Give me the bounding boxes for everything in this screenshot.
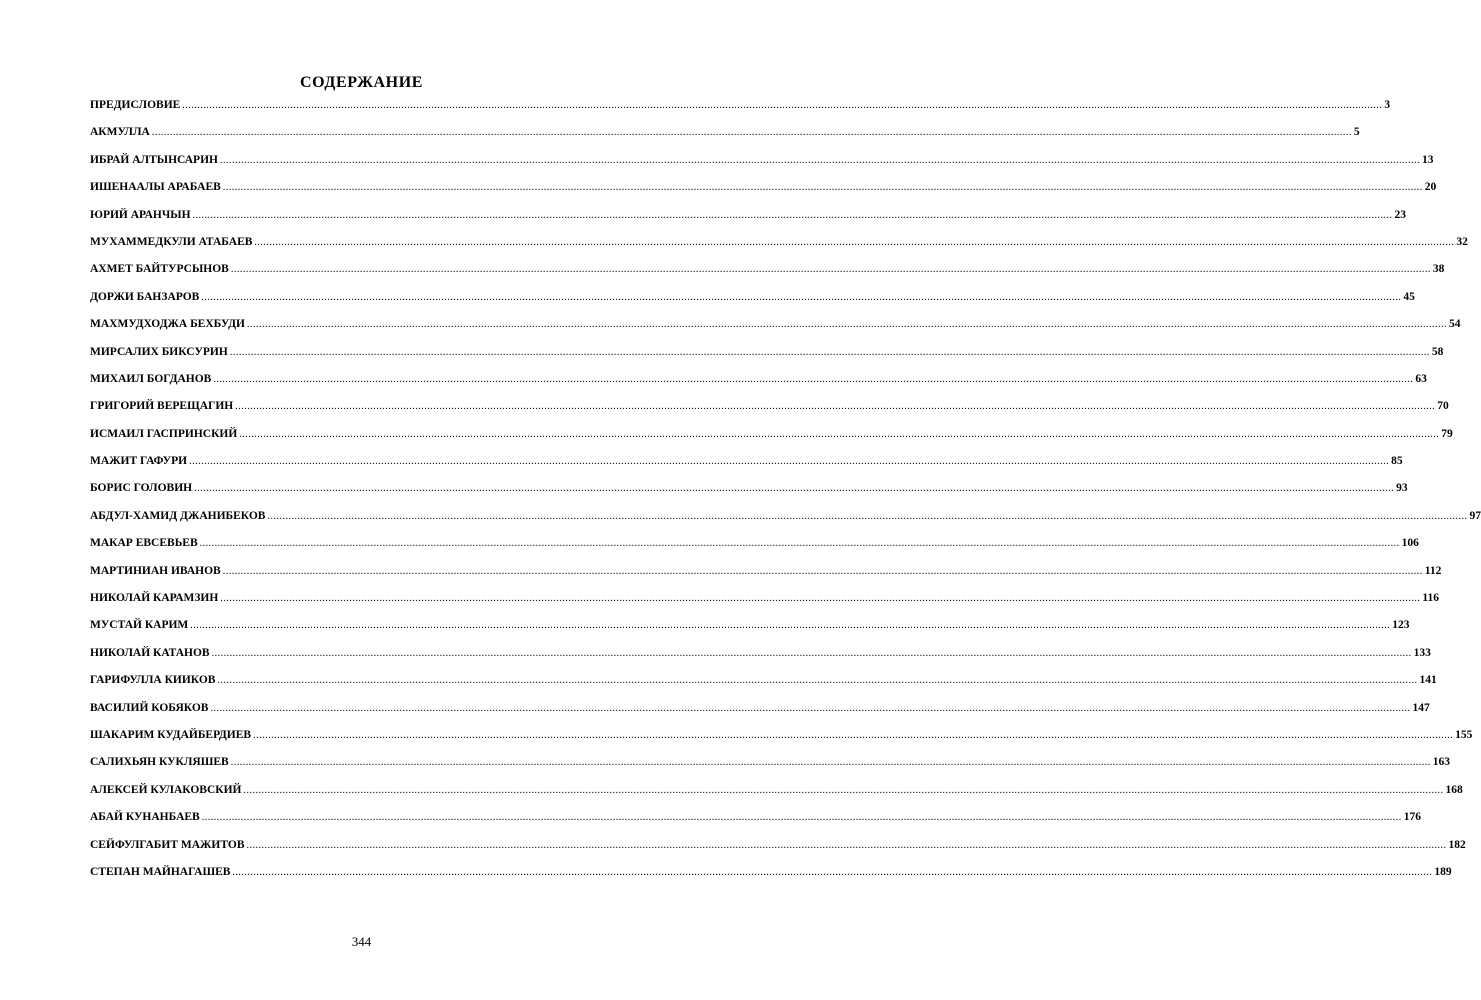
toc-entry-page: 155 — [1455, 728, 1473, 741]
toc-entry-page: 20 — [1424, 181, 1437, 194]
dot-leader: ................................................................................................................................................................................................................................................................................................................................................................................................................ — [192, 209, 1393, 221]
toc-entry-page: 45 — [1403, 290, 1415, 303]
dot-leader: ................................................................................................................................................................................................................................................................................................................................................................................................................ — [254, 236, 1455, 248]
dot-leader: ................................................................................................................................................................................................................................................................................................................................................................................................................ — [222, 565, 1423, 577]
toc-heading: СОДЕРЖАНИЕ — [299, 74, 424, 91]
toc-entry — [90, 616, 1410, 643]
dot-leader: ................................................................................................................................................................................................................................................................................................................................................................................................................ — [267, 510, 1468, 522]
dot-leader: ................................................................................................................................................................................................................................................................................................................................................................................................................ — [190, 620, 1391, 632]
toc-entry — [90, 781, 1463, 808]
dot-leader: ................................................................................................................................................................................................................................................................................................................................................................................................................ — [235, 401, 1436, 413]
toc-entry-label: АЛЕКСЕЙ КУЛАКОВСКИЙ — [90, 783, 242, 796]
toc-entry — [90, 206, 1407, 233]
dot-leader: ................................................................................................................................................................................................................................................................................................................................................................................................................ — [211, 647, 1412, 659]
toc-entry-page: 38 — [1432, 263, 1445, 276]
toc-entry-page: 32 — [1456, 235, 1468, 248]
dot-leader: ................................................................................................................................................................................................................................................................................................................................................................................................................ — [189, 456, 1390, 468]
dot-leader: ................................................................................................................................................................................................................................................................................................................................................................................................................ — [182, 100, 1383, 111]
toc-entry-label: ПРЕДИСЛОВИЕ — [90, 99, 181, 111]
toc-entry — [90, 260, 1445, 287]
toc-entry-label: МУХАММЕДКУЛИ АТАБАЕВ — [90, 235, 253, 248]
dot-leader: ................................................................................................................................................................................................................................................................................................................................................................................................................ — [230, 264, 1431, 276]
dot-leader: ................................................................................................................................................................................................................................................................................................................................................................................................................ — [210, 702, 1411, 714]
toc-entry-page: 176 — [1403, 811, 1421, 824]
toc-entry-label: ШАКАРИМ КУДАЙБЕРДИЕВ — [90, 728, 252, 741]
toc-entry-label: НИКОЛАЙ КАРАМЗИН — [90, 592, 219, 605]
toc-entry — [90, 836, 1466, 863]
dot-leader: ................................................................................................................................................................................................................................................................................................................................................................................................................ — [213, 373, 1414, 385]
toc-entry — [90, 425, 1453, 452]
toc-entry-label: НИКОЛАЙ КАТАНОВ — [90, 646, 210, 659]
toc-entry — [90, 863, 1452, 890]
dot-leader: ................................................................................................................................................................................................................................................................................................................................................................................................................ — [151, 127, 1352, 139]
toc-entry-label: АБДУЛ-ХАМИД ДЖАНИБЕКОВ — [90, 509, 266, 522]
toc-entry-label: СТЕПАН МАЙНАГАШЕВ — [90, 865, 231, 878]
toc-entry-label: МИРСАЛИХ БИКСУРИН — [90, 345, 228, 358]
toc-entry-page: 3 — [1384, 99, 1391, 111]
toc-entry-label: ВАСИЛИЙ КОБЯКОВ — [90, 701, 209, 714]
toc-entry — [90, 753, 1450, 780]
toc-entry-page: 123 — [1392, 619, 1410, 632]
toc-entry-label: МАХМУДХОДЖА БЕХБУДИ — [90, 318, 245, 331]
toc-entry — [90, 808, 1421, 835]
toc-entry-label: МАРТИНИАН ИВАНОВ — [90, 564, 221, 577]
toc-entry-page: 93 — [1396, 482, 1408, 495]
dot-leader: ................................................................................................................................................................................................................................................................................................................................................................................................................ — [253, 729, 1454, 741]
toc-entry-page: 13 — [1421, 153, 1434, 166]
toc-entry — [90, 644, 1431, 671]
toc-entry — [90, 315, 1461, 342]
dot-leader: ................................................................................................................................................................................................................................................................................................................................................................................................................ — [199, 538, 1400, 550]
toc-entry — [90, 507, 1481, 534]
dot-leader: ................................................................................................................................................................................................................................................................................................................................................................................................................ — [194, 483, 1395, 495]
dot-leader: ................................................................................................................................................................................................................................................................................................................................................................................................................ — [201, 812, 1402, 824]
toc-entry-page: 97 — [1469, 509, 1481, 522]
toc-entry-label: ИБРАЙ АЛТЫНСАРИН — [90, 153, 218, 166]
toc-entry-page: 168 — [1445, 783, 1463, 796]
toc-entry — [90, 562, 1442, 589]
toc-entry-label: ИШЕНААЛЫ АРАБАЕВ — [90, 181, 221, 194]
toc-entry-label: МАЖИТ ГАФУРИ — [90, 455, 188, 468]
toc-entry-page: 58 — [1431, 345, 1444, 358]
toc-entry — [90, 726, 1473, 753]
toc-entry-label: МАКАР ЕВСЕВЬЕВ — [90, 537, 198, 550]
toc-entry-page: 133 — [1413, 646, 1431, 659]
toc-entry-page: 147 — [1412, 701, 1430, 714]
toc-entry — [90, 452, 1403, 479]
toc-entry — [90, 370, 1427, 397]
dot-leader: ................................................................................................................................................................................................................................................................................................................................................................................................................ — [230, 757, 1431, 769]
page-number: 344 — [351, 934, 372, 949]
toc-entry-label: ДОРЖИ БАНЗАРОВ — [90, 290, 200, 303]
toc-entry — [90, 343, 1444, 370]
toc-entry-label: АКМУЛЛА — [90, 126, 150, 139]
toc-entry — [90, 534, 1419, 561]
toc-entry-label: ГАРИФУЛЛА КИИКОВ — [90, 674, 216, 687]
dot-leader: ................................................................................................................................................................................................................................................................................................................................................................................................................ — [232, 866, 1433, 878]
toc-entry — [90, 671, 1437, 698]
toc-entry-label: БОРИС ГОЛОВИН — [90, 482, 193, 495]
toc-entry-label: МУСТАЙ КАРИМ — [90, 619, 189, 632]
toc-entry-page: 5 — [1353, 126, 1360, 139]
toc-entry-page: 141 — [1419, 674, 1437, 687]
toc-entry-page: 163 — [1432, 756, 1450, 769]
toc-entry — [90, 288, 1415, 315]
dot-leader: ................................................................................................................................................................................................................................................................................................................................................................................................................ — [229, 346, 1430, 358]
toc-entry — [90, 96, 1391, 123]
toc-entry — [90, 589, 1439, 616]
toc-entry-page: 106 — [1401, 537, 1419, 550]
dot-leader: ................................................................................................................................................................................................................................................................................................................................................................................................................ — [201, 291, 1402, 303]
toc-entry — [90, 151, 1434, 178]
dot-leader: ................................................................................................................................................................................................................................................................................................................................................................................................................ — [222, 182, 1423, 194]
toc-entry-page: 189 — [1434, 865, 1452, 878]
dot-leader: ................................................................................................................................................................................................................................................................................................................................................................................................................ — [220, 593, 1421, 605]
toc-entry — [90, 699, 1430, 726]
toc-entry-label: МИХАИЛ БОГДАНОВ — [90, 372, 212, 385]
toc-entry-page: 70 — [1437, 400, 1449, 413]
toc-entry-page: 79 — [1441, 427, 1453, 440]
toc-entry-page: 85 — [1391, 455, 1403, 468]
dot-leader: ................................................................................................................................................................................................................................................................................................................................................................................................................ — [246, 839, 1447, 851]
dot-leader: ................................................................................................................................................................................................................................................................................................................................................................................................................ — [246, 319, 1447, 331]
dot-leader: ................................................................................................................................................................................................................................................................................................................................................................................................................ — [239, 428, 1440, 440]
dot-leader: ................................................................................................................................................................................................................................................................................................................................................................................................................ — [219, 154, 1420, 166]
toc-entry-page: 116 — [1422, 592, 1439, 605]
toc-entry-label: ИСМАИЛ ГАСПРИНСКИЙ — [90, 427, 238, 440]
dot-leader: ................................................................................................................................................................................................................................................................................................................................................................................................................ — [217, 675, 1418, 687]
dot-leader: ................................................................................................................................................................................................................................................................................................................................................................................................................ — [243, 784, 1444, 796]
toc-entry-page: 23 — [1394, 208, 1407, 221]
toc-entry-label: АБАЙ КУНАНБАЕВ — [90, 811, 200, 824]
toc-entry-label: СЕЙФУЛГАБИТ МАЖИТОВ — [90, 838, 245, 851]
table-of-contents — [90, 96, 1481, 890]
toc-entry-page: 63 — [1415, 372, 1427, 385]
toc-entry-label: ЮРИЙ АРАНЧЫН — [90, 208, 191, 221]
toc-entry — [90, 233, 1468, 260]
toc-entry — [90, 123, 1360, 150]
toc-entry — [90, 397, 1449, 424]
toc-entry-page: 54 — [1448, 318, 1461, 331]
toc-entry — [90, 479, 1408, 506]
toc-entry-page: 182 — [1448, 838, 1466, 851]
toc-entry-page: 112 — [1424, 564, 1442, 577]
toc-entry-label: ГРИГОРИЙ ВЕРЕЩАГИН — [90, 400, 234, 413]
toc-entry-label: САЛИХЬЯН КУКЛЯШЕВ — [90, 756, 229, 769]
toc-entry — [90, 178, 1437, 205]
toc-entry-label: АХМЕТ БАЙТУРСЫНОВ — [90, 263, 229, 276]
